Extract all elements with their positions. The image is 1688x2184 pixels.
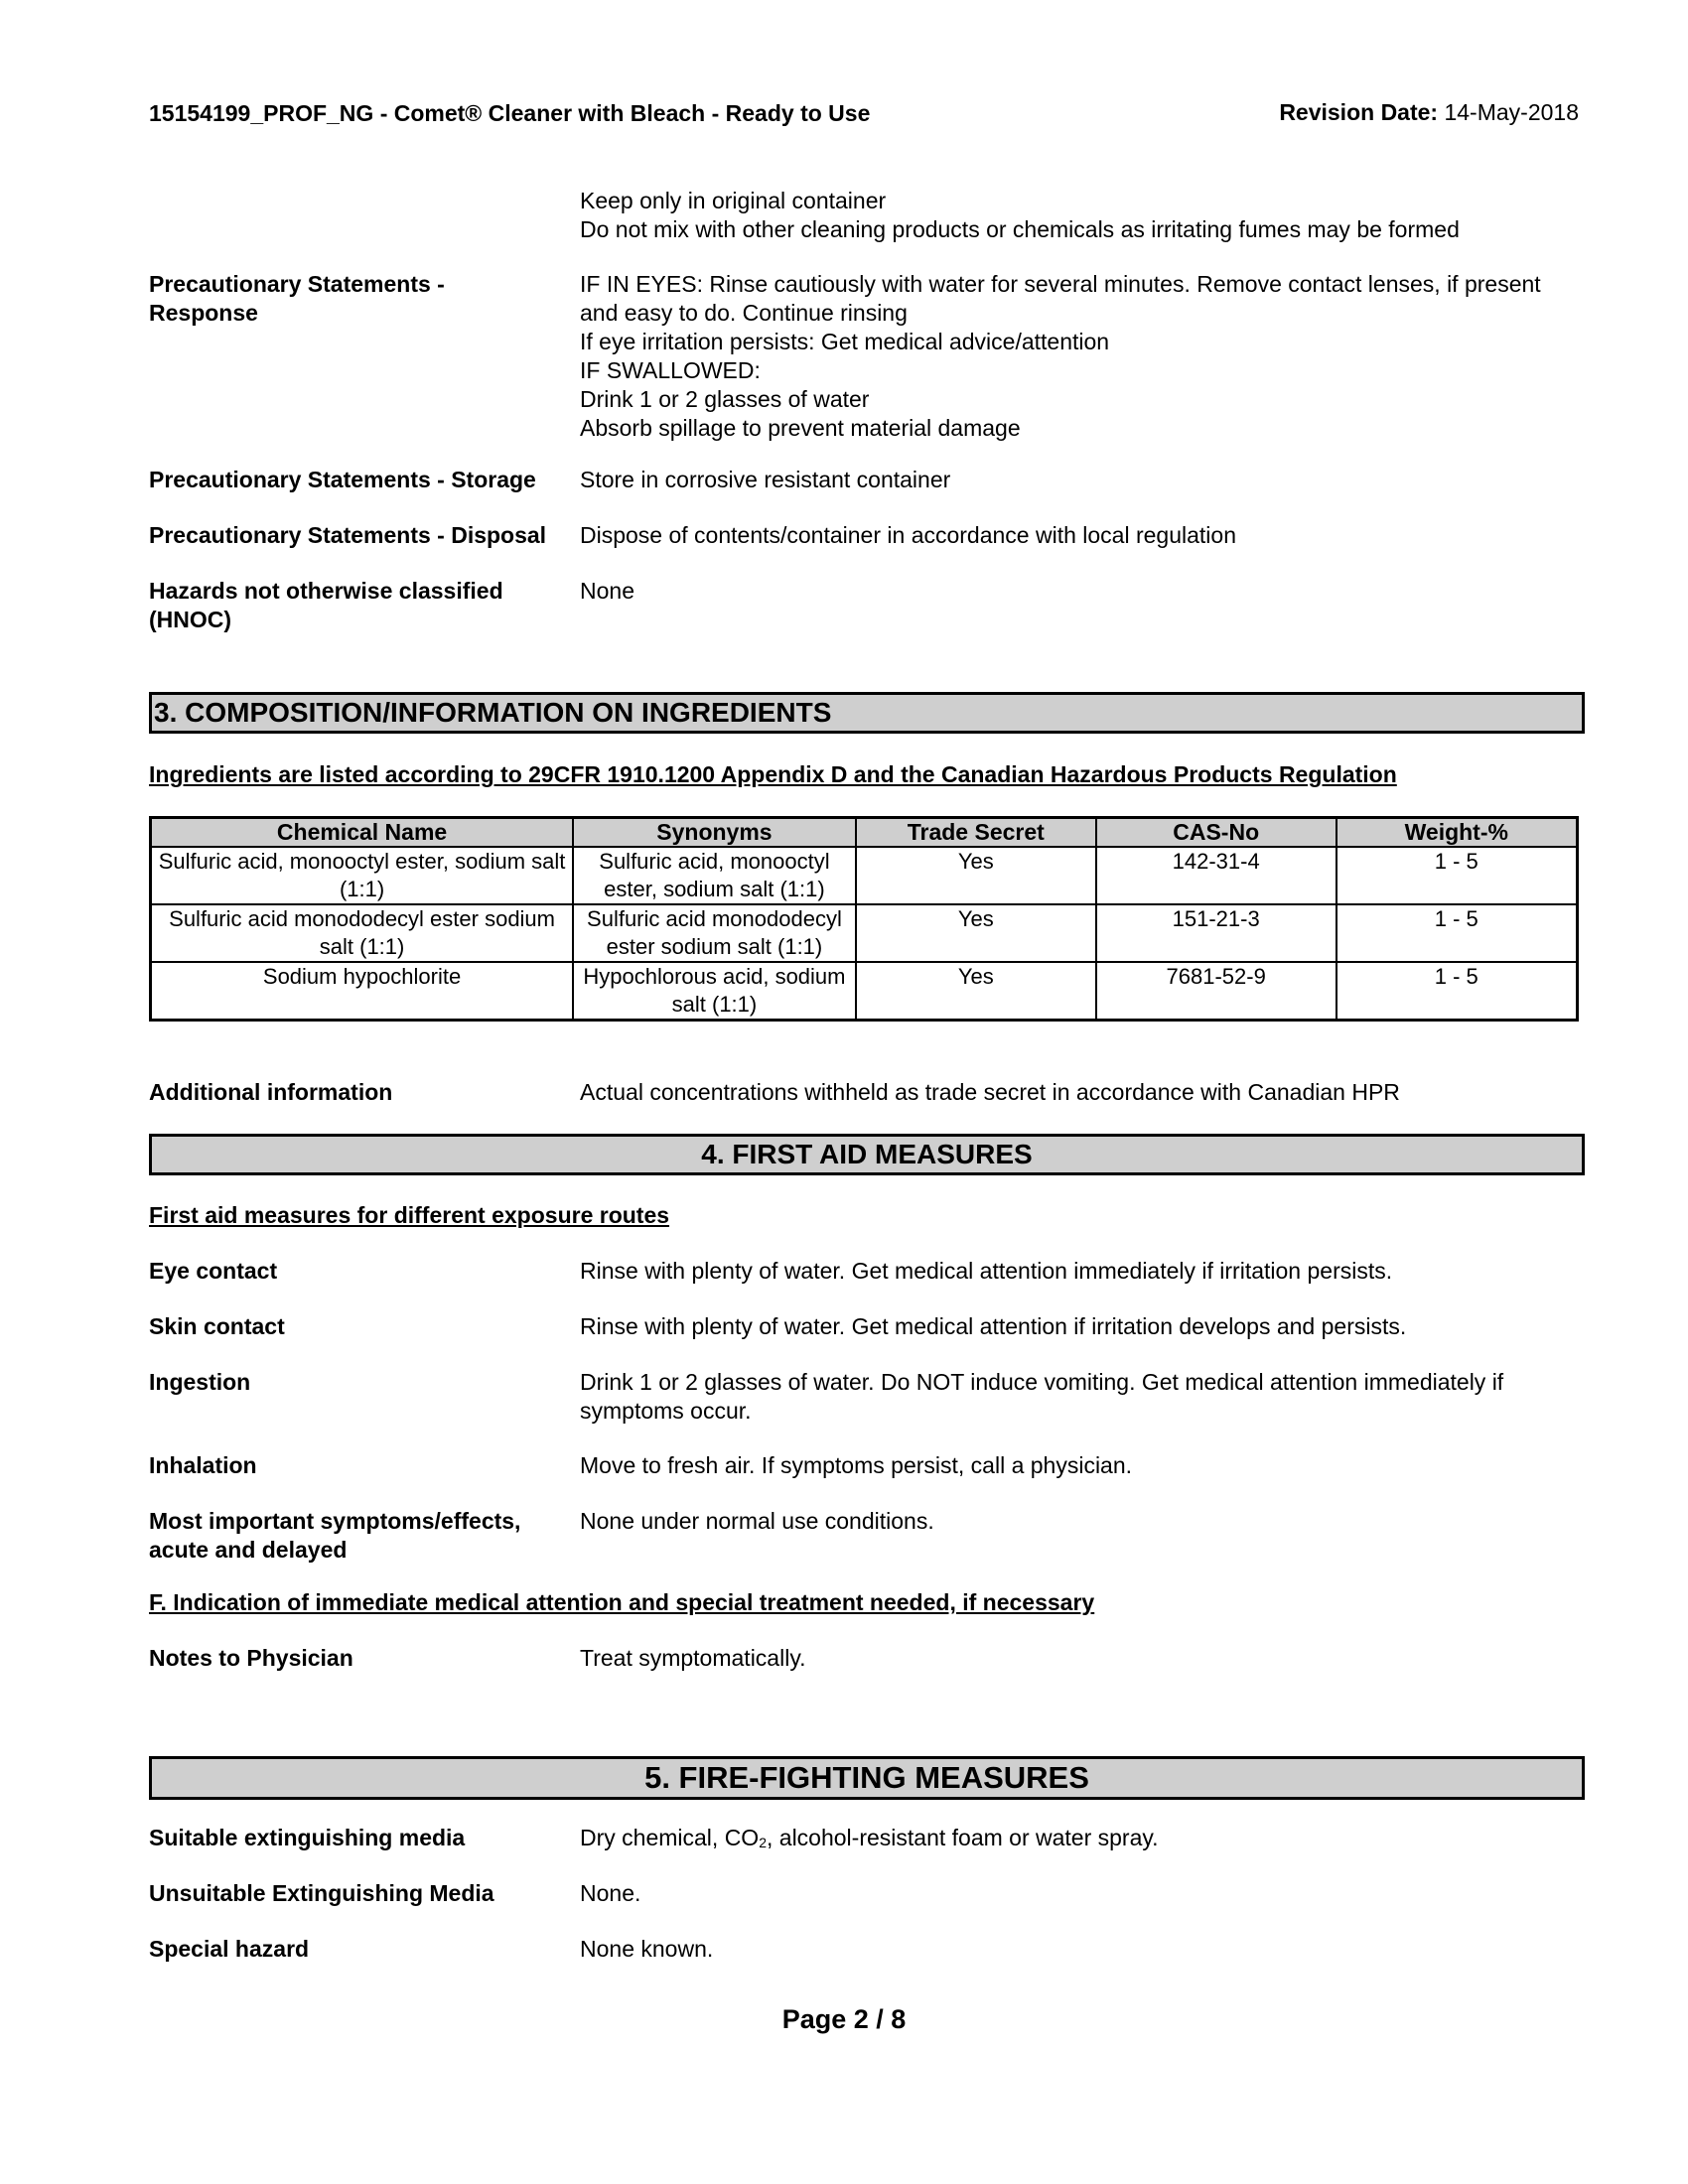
inhalation-value: Move to fresh air. If symptoms persist, call a physician. — [580, 1452, 1133, 1478]
table-cell: Yes — [856, 847, 1096, 904]
suitable-media-text-cont: , alcohol-resistant foam or water spray. — [767, 1825, 1159, 1850]
table-row — [151, 904, 1578, 962]
response-line: Absorb spillage to prevent material damage — [580, 415, 1021, 441]
table-cell: Sulfuric acid monododecyl ester sodium salt (1:1) — [151, 904, 574, 962]
precautionary-disposal-label: Precautionary Statements - Disposal — [149, 522, 547, 548]
table-cell: Yes — [856, 962, 1096, 1021]
additional-information-value: Actual concentrations withheld as trade secret in accordance with Canadian HPR — [580, 1079, 1400, 1105]
document-product-title: 15154199_PROF_NG - Comet® Cleaner with Bleach - Ready to Use — [149, 100, 871, 126]
skin-contact-label: Skin contact — [149, 1313, 285, 1339]
suitable-media-text: Dry chemical, CO — [580, 1825, 760, 1850]
column-header: CAS-No — [1096, 818, 1336, 848]
table-header-row — [151, 818, 1578, 848]
response-line: IF SWALLOWED: — [580, 357, 761, 383]
suitable-media-label: Suitable extinguishing media — [149, 1825, 466, 1850]
table-cell: 151-21-3 — [1096, 904, 1336, 962]
section-4-header: 4. FIRST AID MEASURES — [149, 1134, 1585, 1175]
notes-to-physician-label: Notes to Physician — [149, 1645, 353, 1671]
ingredients-table — [149, 816, 1579, 1022]
symptoms-effects-value: None under normal use conditions. — [580, 1508, 934, 1534]
precautionary-response-label: Precautionary Statements - Response — [149, 271, 445, 326]
co2-subscript: 2 — [759, 1835, 767, 1850]
table-cell: Sulfuric acid monododecyl ester sodium salt (1:1) — [573, 904, 856, 962]
revision-date — [1279, 98, 1579, 127]
response-line: If eye irritation persists: Get medical advice/attention — [580, 329, 1110, 354]
skin-contact-value: Rinse with plenty of water. Get medical attention if irritation develops and persists. — [580, 1313, 1407, 1339]
special-hazard-label: Special hazard — [149, 1936, 310, 1962]
ingestion-label: Ingestion — [149, 1369, 251, 1395]
suitable-media-value — [580, 1824, 1584, 1855]
table-cell: 1 - 5 — [1336, 847, 1578, 904]
table-cell: Hypochlorous acid, sodium salt (1:1) — [573, 962, 856, 1021]
response-line: Drink 1 or 2 glasses of water — [580, 386, 870, 412]
symptoms-effects-label: Most important symptoms/effects, acute and delayed — [149, 1508, 521, 1563]
column-header: Weight-% — [1336, 818, 1578, 848]
special-hazard-value: None known. — [580, 1936, 714, 1962]
section-5-header: 5. FIRE-FIGHTING MEASURES — [149, 1756, 1585, 1800]
table-cell: Sulfuric acid, monooctyl ester, sodium salt (1:1) — [151, 847, 574, 904]
hnoc-value: None — [580, 578, 634, 604]
hnoc-label: Hazards not otherwise classified (HNOC) — [149, 578, 503, 632]
precautionary-storage-value: Store in corrosive resistant container — [580, 467, 951, 492]
ingestion-value: Drink 1 or 2 glasses of water. Do NOT induce vomiting. Get medical attention immediately if symptoms occur. — [580, 1369, 1504, 1424]
table-row — [151, 847, 1578, 904]
additional-information-label: Additional information — [149, 1079, 393, 1105]
response-line: IF IN EYES: Rinse cautiously with water for several minutes. Remove contact lenses, if present and easy to do. Continue rinsing — [580, 271, 1541, 326]
column-header: Chemical Name — [151, 818, 574, 848]
prevention-line: Do not mix with other cleaning products or chemicals as irritating fumes may be formed — [580, 216, 1460, 242]
precautionary-storage-label: Precautionary Statements - Storage — [149, 467, 536, 492]
table-cell: Sodium hypochlorite — [151, 962, 574, 1021]
table-cell: 7681-52-9 — [1096, 962, 1336, 1021]
section-3-subheading: Ingredients are listed according to 29CFR 1910.1200 Appendix D and the Canadian Hazardous Products Regulation — [149, 761, 1397, 787]
eye-contact-value: Rinse with plenty of water. Get medical attention immediately if irritation persists. — [580, 1258, 1393, 1284]
unsuitable-media-value: None. — [580, 1880, 641, 1906]
indication-heading: F. Indication of immediate medical attention and special treatment needed, if necessary — [149, 1589, 1095, 1615]
table-cell: Yes — [856, 904, 1096, 962]
precautionary-disposal-value: Dispose of contents/container in accordance with local regulation — [580, 522, 1236, 548]
prevention-line: Keep only in original container — [580, 188, 887, 213]
revision-date-value: 14-May-2018 — [1444, 99, 1579, 125]
table-cell: 1 - 5 — [1336, 962, 1578, 1021]
inhalation-label: Inhalation — [149, 1452, 257, 1478]
section-4-subheading: First aid measures for different exposure routes — [149, 1202, 670, 1228]
column-header: Synonyms — [573, 818, 856, 848]
table-cell: Sulfuric acid, monooctyl ester, sodium salt (1:1) — [573, 847, 856, 904]
column-header: Trade Secret — [856, 818, 1096, 848]
table-cell: 142-31-4 — [1096, 847, 1336, 904]
eye-contact-label: Eye contact — [149, 1258, 278, 1284]
table-row — [151, 962, 1578, 1021]
page-number: Page 2 / 8 — [781, 2004, 907, 2034]
notes-to-physician-value: Treat symptomatically. — [580, 1645, 806, 1671]
table-cell: 1 - 5 — [1336, 904, 1578, 962]
unsuitable-media-label: Unsuitable Extinguishing Media — [149, 1880, 494, 1906]
section-3-header: 3. COMPOSITION/INFORMATION ON INGREDIENTS — [149, 692, 1585, 734]
revision-date-label: Revision Date: — [1279, 99, 1439, 125]
